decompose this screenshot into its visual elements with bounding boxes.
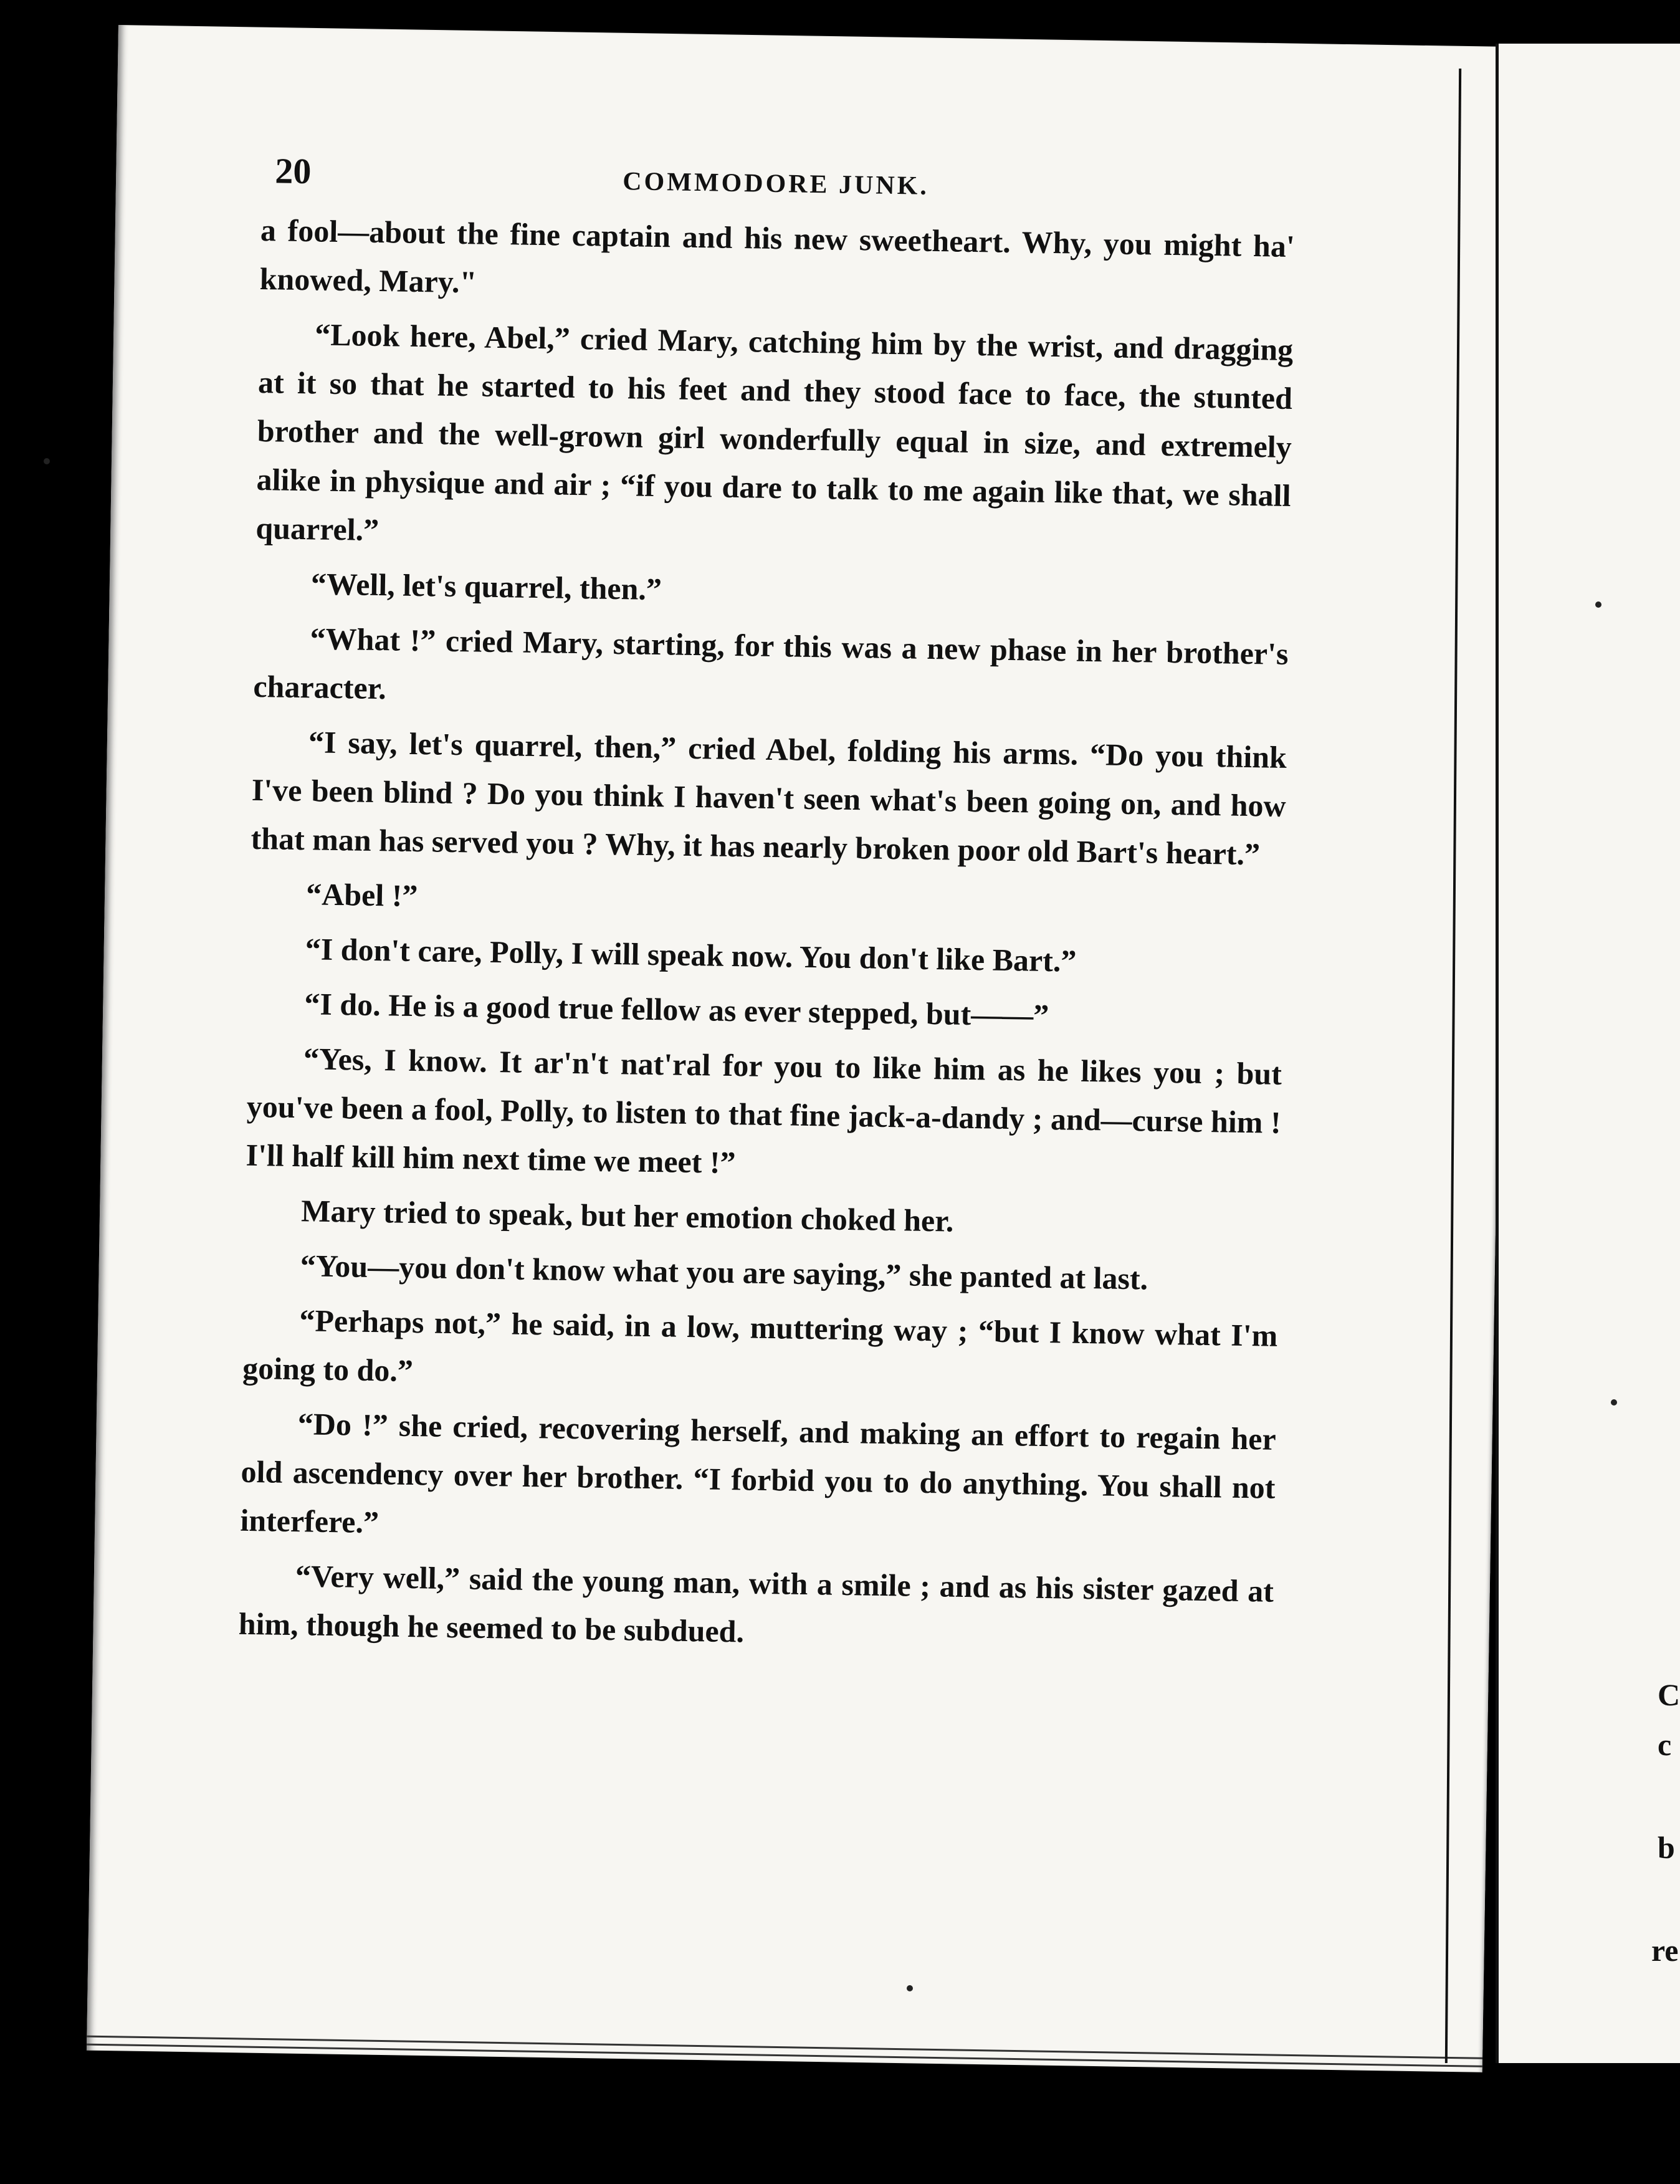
paragraph: “I don't care, Polly, I will speak now. You don't like Bart.” bbox=[305, 931, 1077, 979]
paragraph: Mary tried to speak, but her emotion choked her. bbox=[300, 1193, 954, 1238]
body-text bbox=[238, 206, 1295, 1664]
scan-speck bbox=[44, 458, 50, 464]
paragraph: “Look here, Abel,” cried Mary, catching him by the wrist, and dragging at it so that he started to his feet and they stood face to face, the stunted brother and the well-grown girl wonderfully equal in size, and extremely alike in physique and air ; “if you dare to talk to me again like that, we shall quarrel.” bbox=[255, 317, 1294, 548]
right-page-fragment: re bbox=[1651, 1933, 1679, 1968]
paragraph: “I do. He is a good true fellow as ever stepped, but——” bbox=[304, 986, 1049, 1033]
paragraph: “Very well,” said the young man, with a smile ; and as his sister gazed at him, though he seemed to be subdued. bbox=[238, 1558, 1274, 1649]
scan-speck bbox=[1611, 1399, 1617, 1406]
paragraph: “I say, let's quarrel, then,” cried Abel, folding his arms. “Do you think I've been blind ? Do you think I haven't seen what's been going on, and how that man has served you ? Why, it has nearly broken poor old Bart's heart.” bbox=[251, 724, 1287, 872]
right-page bbox=[1496, 44, 1680, 2063]
running-title: COMMODORE JUNK. bbox=[622, 167, 930, 201]
paragraph: “You—you don't know what you are saying,” she panted at last. bbox=[300, 1248, 1148, 1296]
right-page-fragment: c bbox=[1658, 1727, 1672, 1762]
paragraph: “Well, let's quarrel, then.” bbox=[310, 566, 662, 607]
paragraph: “Perhaps not,” he said, in a low, muttering way ; “but I know what I'm going to do.” bbox=[242, 1303, 1278, 1389]
page-content bbox=[238, 150, 1296, 1670]
paragraph: “What !” cried Mary, starting, for this was a new phase in her brother's character. bbox=[253, 621, 1289, 706]
page-number: 20 bbox=[274, 150, 312, 192]
right-page-fragment: C bbox=[1658, 1677, 1680, 1712]
scan-speck bbox=[1595, 601, 1601, 608]
scan-speck bbox=[907, 1985, 913, 1991]
paragraph: “Yes, I know. It ar'n't nat'ral for you to like him as he likes you ; but you've been a fool, Polly, to listen to that fine jack-a-dandy ; and—curse him ! I'll half kill him next time we meet !” bbox=[246, 1041, 1282, 1181]
paragraph: “Abel !” bbox=[305, 876, 418, 914]
right-page-fragment: b bbox=[1658, 1830, 1675, 1865]
paragraph: a fool—about the fine captain and his new sweetheart. Why, you might ha' knowed, Mary." bbox=[259, 212, 1296, 300]
paragraph: “Do !” she cried, recovering herself, and making an effort to regain her old ascendency over her brother. “I forbid you to do anything. You shall not interfere.” bbox=[240, 1406, 1277, 1540]
